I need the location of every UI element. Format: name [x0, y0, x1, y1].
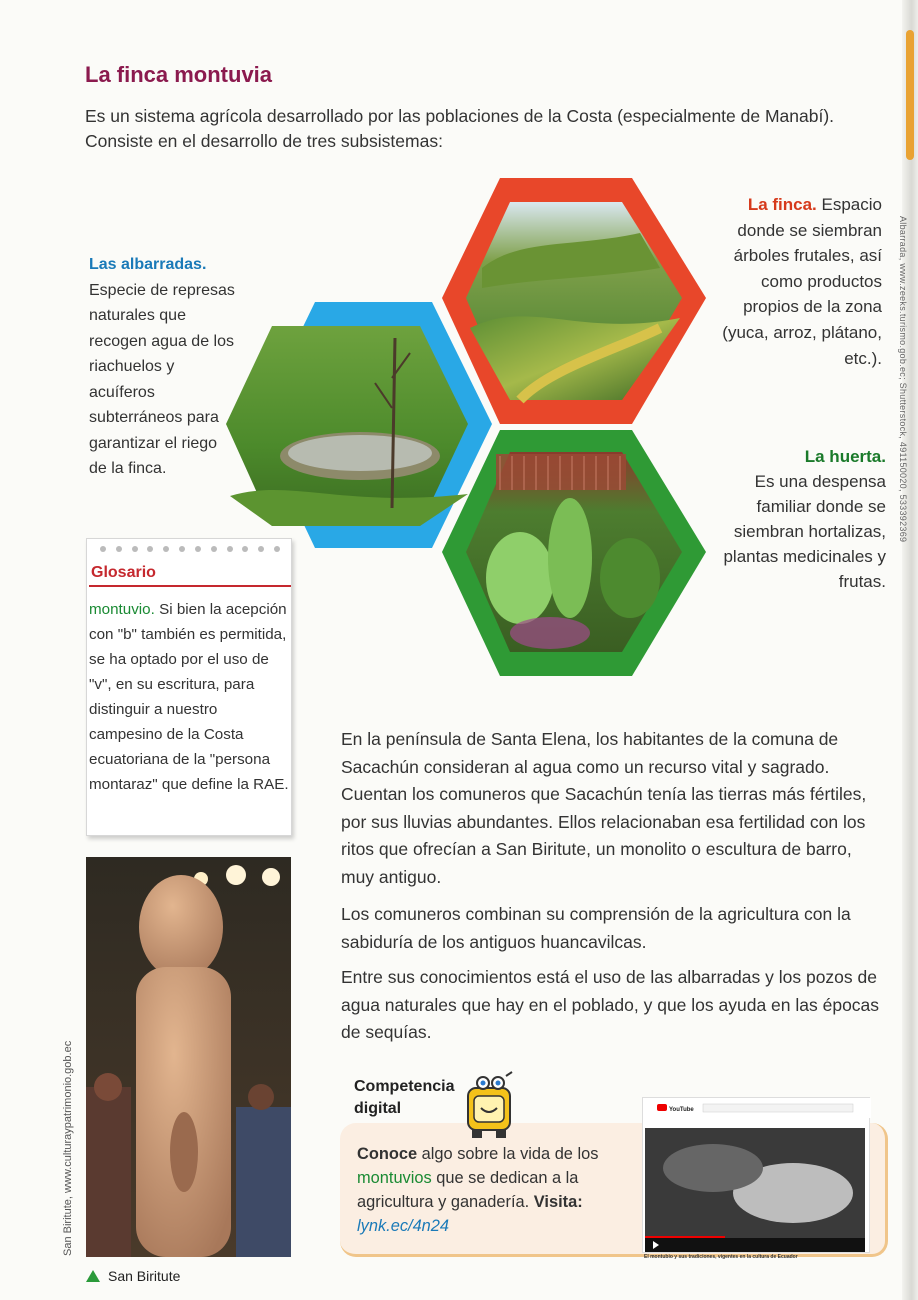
hexagon-cluster — [220, 178, 710, 678]
notebook-spiral — [87, 539, 293, 559]
paragraph-3: Entre sus conocimientos está el uso de las albarradas y los pozos de agua naturales que hay en el poblado, y que los ayuda en las épocas de sequías. — [341, 967, 880, 1042]
triangle-icon — [86, 1270, 100, 1282]
photo-credit-left: San Biritute, www.culturaypatrimonio.gob.ec — [62, 1040, 74, 1256]
glossary-title: Glosario — [89, 561, 291, 587]
huerta-description — [708, 444, 886, 594]
photo-credit-right: Albarrada, www.zeeks.turismo.gob.ec; Shutterstock, 491150020, 533392369 — [898, 216, 908, 543]
paragraph-2: Los comuneros combinan su comprensión de la agricultura con la sabiduría de los antiguos huancavilcas. — [341, 904, 851, 952]
san-biritute-photo — [86, 857, 291, 1257]
video-caption: El montubio y sus tradiciones, vigentes en la cultura de Ecuador — [644, 1254, 798, 1260]
huerta-label: La huerta. — [804, 447, 886, 466]
competence-text-1: algo sobre la vida de los — [417, 1145, 599, 1163]
competence-bold-2: Visita: — [533, 1193, 583, 1211]
video-screenshot[interactable] — [642, 1097, 870, 1253]
paragraph-1: En la península de Santa Elena, los habitantes de la comuna de Sacachún consideran al agua como un recurso vital y sagrado. Cuentan los comuneros que Sacachún tenía las tierras más fértiles, por sus lluvias abundantes. Ellos relacionaban esa fertilidad con los ritos que ofrecían a San Biritute, un monolito o escultura de barro, muy antiguo. — [341, 729, 867, 887]
albarradas-text: Especie de represas naturales que recogen agua de los riachuelos y acuíferos subterráneos para garantizar el riego de la finca. — [89, 281, 235, 477]
intro-text: Es un sistema agrícola desarrollado por las poblaciones de la Costa (especialmente de Manabí). Consiste en el desarrollo de tres subsistemas: — [85, 106, 835, 151]
finca-description — [712, 192, 882, 371]
competence-bold-1: Conoce — [357, 1145, 418, 1163]
competence-title-line1: Competencia — [354, 1078, 455, 1095]
huerta-text: Es una despensa familiar donde se siembran hortalizas, plantas medicinales y frutas. — [723, 472, 886, 591]
glossary-card — [86, 538, 292, 836]
digital-competence-text — [357, 1142, 619, 1238]
page-tab — [906, 30, 914, 160]
competence-link[interactable]: lynk.ec/4n24 — [357, 1217, 450, 1235]
competence-highlight: montuvios — [357, 1169, 432, 1187]
caption-text: San Biritute — [108, 1268, 181, 1284]
finca-label: La finca. — [747, 195, 817, 214]
page-title: La finca montuvia — [85, 62, 273, 87]
video-brand: YouTube — [669, 1107, 694, 1113]
finca-text: Espacio donde se siembran árboles frutales, así como productos propios de la zona (yuca, arroz, plátano, etc.). — [722, 195, 882, 368]
competence-text-2: que se dedican a la agricultura y ganadería. — [357, 1169, 579, 1211]
digital-competence-title — [354, 1076, 454, 1120]
glossary-term: montuvio. — [89, 601, 155, 618]
glossary-definition: Si bien la acepción con "b" también es permitida, se ha optado por el uso de "v", en su escritura, para distinguir a nuestro campesino de la Costa ecuatoriana de la "persona montaraz" que define la RAE. — [89, 601, 289, 793]
albarradas-description — [89, 252, 239, 482]
competence-title-line2: digital — [354, 1100, 402, 1117]
page-edge — [902, 0, 918, 1300]
photo-caption — [86, 1268, 180, 1284]
robot-mascot-icon — [460, 1070, 522, 1140]
glossary-text — [89, 597, 289, 797]
albarradas-label: Las albarradas. — [89, 256, 207, 273]
